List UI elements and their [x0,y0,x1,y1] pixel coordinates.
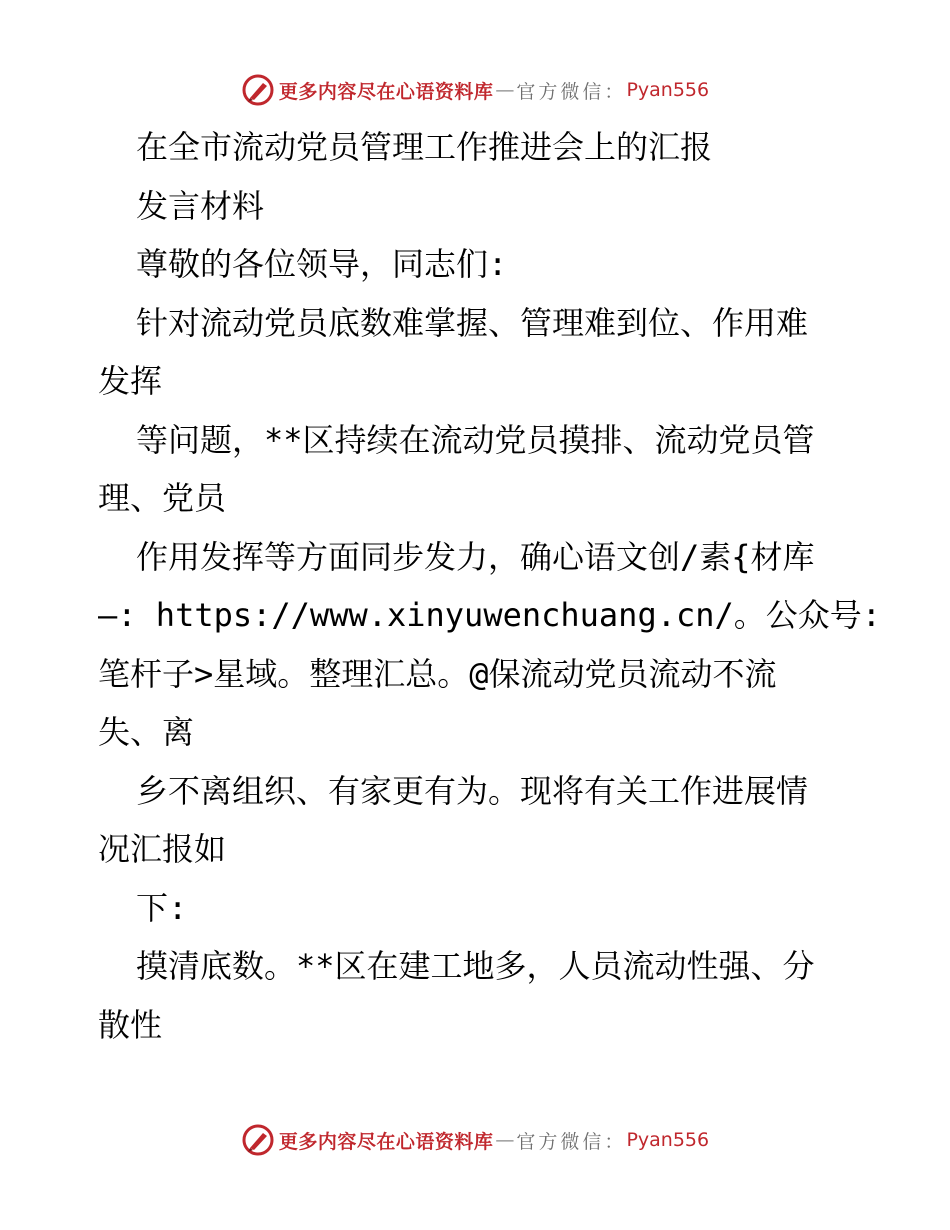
watermark-main-text: 更多内容尽在心语资料库 [278,1130,494,1153]
watermark-official-label: 官方微信： [516,1130,627,1153]
pen-logo-icon [241,1123,275,1157]
document-line: 针对流动党员底数难掌握、管理难到位、作用难 [136,303,809,342]
document-line: 散性 [98,1005,163,1044]
document-line: 发言材料 [136,186,265,225]
document-line: 作用发挥等方面同步发力，确心语文创/素{材库 [136,537,815,576]
document-line: 发挥 [98,362,163,400]
document-line: 等问题，**区持续在流动党员摸排、流动党员管 [136,420,815,459]
document-line: 失、离 [98,713,195,751]
watermark-dash: — [495,79,515,101]
watermark-dash: — [495,1129,515,1151]
pen-logo-icon [241,73,275,107]
watermark-banner-bottom [0,1120,950,1160]
document-line: 况汇报如 [98,830,227,868]
document-line: 下: [136,888,188,927]
document-line: —: https://www.xinyuwenchuang.cn/。公众号: [98,596,882,634]
document-line: 乡不离组织、有家更有为。现将有关工作进展情 [136,771,809,810]
watermark-official-label: 官方微信： [516,80,627,103]
watermark-banner-top [0,70,950,110]
document-line: 尊敬的各位领导，同志们: [136,245,508,283]
document-line: 笔杆子>星域。整理汇总。@保流动党员流动不流 [98,654,777,693]
watermark-wechat-id: Pyan556 [626,79,710,101]
document-line: 在全市流动党员管理工作推进会上的汇报 [136,128,713,166]
watermark-main-text: 更多内容尽在心语资料库 [278,80,494,103]
document-line: 理、党员 [98,479,227,517]
document-line: 摸清底数。**区在建工地多，人员流动性强、分 [136,947,815,985]
watermark-wechat-id: Pyan556 [626,1129,710,1151]
document-body [98,118,882,1054]
